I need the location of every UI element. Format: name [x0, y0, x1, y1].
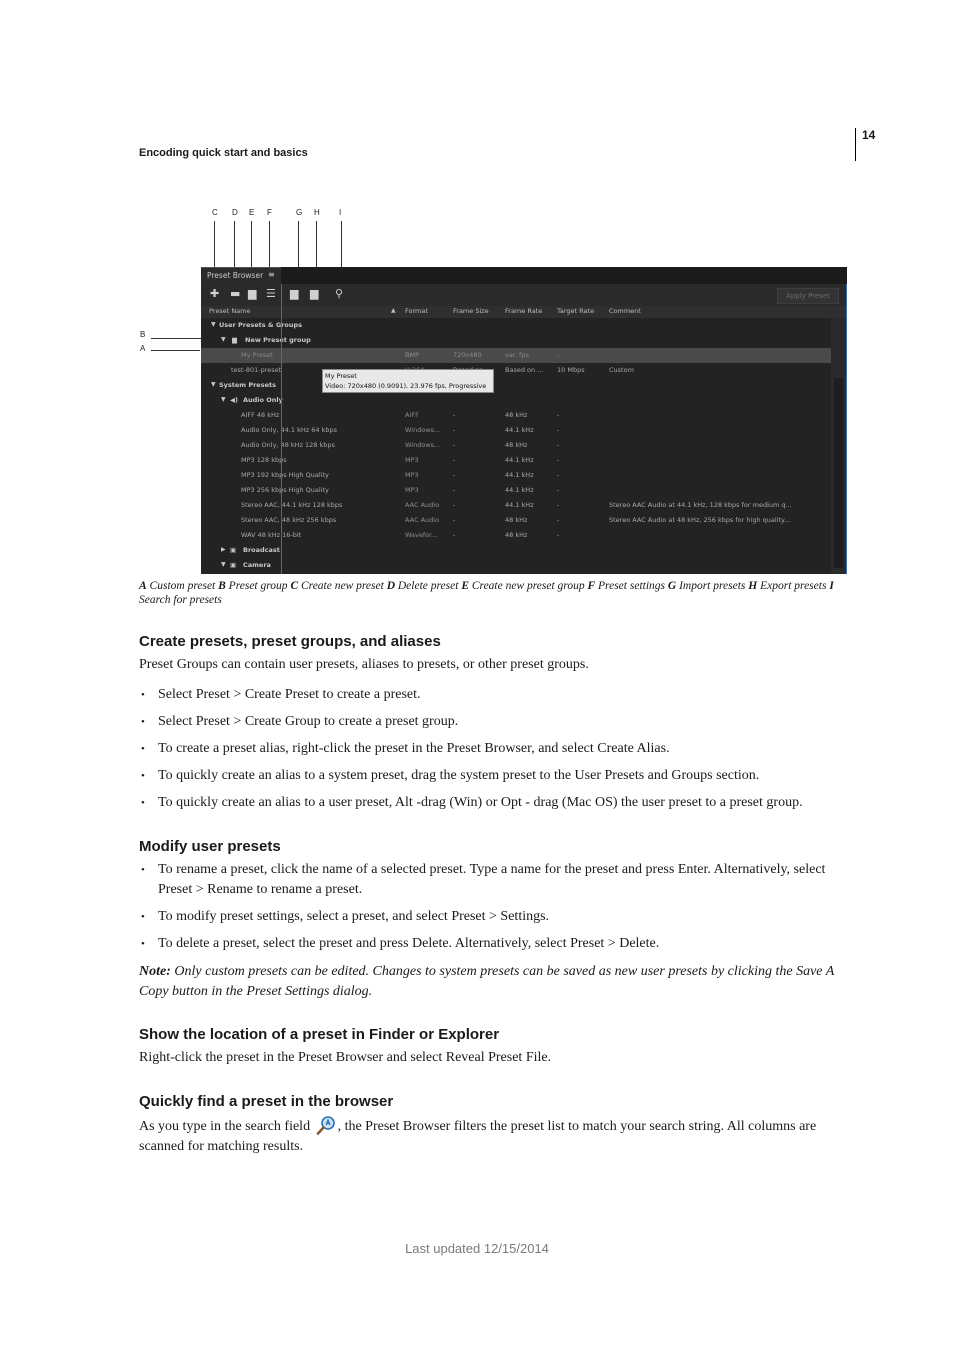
preset-target-rate: -	[557, 456, 560, 464]
preset-target-rate: -	[557, 441, 560, 449]
caption-text: Import presets	[676, 580, 749, 592]
broadcast-icon: ▣	[230, 546, 237, 554]
preset-name: Audio Only	[243, 396, 283, 404]
caption-key: C	[290, 580, 299, 592]
preset-frame-size: 720x480	[453, 351, 482, 359]
preset-browser-panel	[201, 267, 847, 574]
preset-frame-size: -	[453, 456, 456, 464]
preset-name: Stereo AAC, 48 kHz 256 kbps	[241, 516, 337, 524]
preset-format: MP3	[405, 456, 419, 464]
preset-target-rate: -	[557, 486, 560, 494]
tooltip-title: My Preset	[325, 372, 357, 380]
preset-frame-rate: 48 kHz	[505, 441, 528, 449]
callout-letter-a: A	[140, 344, 146, 353]
preset-frame-size: -	[453, 516, 456, 524]
page-number: 14	[862, 128, 876, 142]
running-header: Encoding quick start and basics	[139, 147, 308, 159]
preset-name: My Preset	[241, 351, 273, 359]
caption-text: Search for presets	[139, 594, 222, 606]
preset-format: BMP	[405, 351, 419, 359]
preset-target-rate: -	[557, 426, 560, 434]
preset-frame-rate: Based on ...	[505, 366, 544, 374]
preset-comment: Stereo AAC Audio at 48 kHz, 256 kbps for high quality...	[609, 516, 791, 524]
caption-key: G	[667, 580, 677, 592]
heading-create-presets: Create presets, preset groups, and aliases	[139, 633, 441, 650]
location-text: Right-click the preset in the Preset Browser and select Reveal Preset File.	[139, 1050, 552, 1065]
preset-frame-rate: 44.1 kHz	[505, 471, 534, 479]
create-intro: Preset Groups can contain user presets, aliases to presets, or other preset groups.	[139, 657, 589, 672]
expand-triangle-icon[interactable]: ▼	[221, 561, 226, 568]
preset-frame-size: -	[453, 441, 456, 449]
folder-icon: ▆	[232, 336, 237, 344]
callout-letter-e: E	[249, 208, 255, 217]
preset-frame-rate: 44.1 kHz	[505, 486, 534, 494]
callout-letter-i: I	[339, 208, 342, 217]
list-item: • To delete a preset, select the preset and press Delete. Alternatively, select Preset > Delete.	[139, 934, 849, 954]
expand-triangle-icon[interactable]: ▼	[211, 321, 216, 328]
preset-frame-rate: 48 kHz	[505, 411, 528, 419]
preset-target-rate: -	[557, 516, 560, 524]
page-footer: Last updated 12/15/2014	[405, 1241, 549, 1256]
list-item: • To rename a preset, click the name of a selected preset. Type a name for the preset and press Enter. Alternatively, select Preset > Rename to rename a preset.	[139, 860, 849, 900]
list-item: • To create a preset alias, right-click the preset in the Preset Browser, and select Create Alias.	[139, 739, 849, 759]
preset-frame-size: -	[453, 531, 456, 539]
find-text	[139, 1115, 849, 1157]
caption-text: Export presets	[757, 580, 830, 592]
plus-icon[interactable]: ✚	[210, 287, 220, 300]
preset-name: MP3 128 kbps	[241, 456, 287, 464]
preset-name: MP3 192 kbps High Quality	[241, 471, 329, 479]
preset-name: Audio Only, 44.1 kHz 64 kbps	[241, 426, 337, 434]
column-header-frame-size[interactable]: Frame Size	[453, 307, 489, 315]
create-bullet-list	[139, 685, 849, 820]
apply-preset-button[interactable]: Apply Preset	[777, 288, 839, 304]
preset-name: User Presets & Groups	[219, 321, 303, 329]
preset-name: Camera	[243, 561, 271, 569]
figure-caption	[139, 579, 849, 607]
caption-text: Create new preset group	[468, 580, 588, 592]
preset-target-rate: 10 Mbps	[557, 366, 585, 374]
settings-icon[interactable]: ☰	[266, 287, 276, 300]
preset-name: Audio Only, 48 kHz 128 kbps	[241, 441, 335, 449]
callout-letter-b: B	[140, 330, 146, 339]
collapse-triangle-icon[interactable]: ▶	[221, 546, 226, 553]
caption-key: H	[748, 580, 758, 592]
panel-tab-bar	[201, 267, 847, 284]
preset-target-rate: -	[557, 351, 560, 359]
preset-frame-size: -	[453, 501, 456, 509]
camera-icon: ▣	[230, 561, 237, 569]
preset-frame-size: -	[453, 471, 456, 479]
list-item: • Select Preset > Create Group to create a preset group.	[139, 712, 849, 732]
preset-frame-size: -	[453, 411, 456, 419]
note-paragraph	[139, 962, 851, 1002]
heading-modify-presets: Modify user presets	[139, 838, 281, 855]
preset-frame-size: -	[453, 426, 456, 434]
preset-comment: Stereo AAC Audio at 44.1 kHz, 128 kbps for medium q...	[609, 501, 792, 509]
caption-key: A	[139, 580, 147, 592]
column-header-format[interactable]: Format	[405, 307, 428, 315]
preset-frame-rate: 48 kHz	[505, 531, 528, 539]
minus-icon[interactable]: ▬	[230, 287, 241, 300]
modify-bullet-list	[139, 860, 849, 961]
preset-name: MP3 256 kbps High Quality	[241, 486, 329, 494]
preset-frame-rate: 48 kHz	[505, 516, 528, 524]
preset-target-rate: -	[557, 411, 560, 419]
column-header-target-rate[interactable]: Target Rate	[557, 307, 595, 315]
preset-name: test-801-preset	[231, 366, 282, 374]
preset-frame-rate: var. fps	[505, 351, 529, 359]
note-label: Note:	[139, 964, 171, 979]
preset-name: New Preset group	[245, 336, 311, 344]
list-item: • To quickly create an alias to a user preset, Alt -drag (Win) or Opt - drag (Mac OS) the user preset to a preset group.	[139, 793, 849, 813]
heading-show-location: Show the location of a preset in Finder or Explorer	[139, 1026, 500, 1043]
callout-letter-g: G	[296, 208, 303, 217]
preset-target-rate: -	[557, 471, 560, 479]
preset-format: AIFF	[405, 411, 419, 419]
caption-text: Preset settings	[595, 580, 668, 592]
panel-focus-frame	[281, 284, 847, 574]
preset-name: System Presets	[219, 381, 276, 389]
expand-triangle-icon[interactable]: ▼	[211, 381, 216, 388]
caption-text: Delete preset	[395, 580, 462, 592]
page-number-rule	[855, 128, 856, 161]
find-text-before: As you type in the search field	[139, 1119, 314, 1134]
preset-frame-rate: 44.1 kHz	[505, 501, 534, 509]
caption-key: D	[386, 580, 395, 592]
preset-format: AAC Audio	[405, 516, 440, 524]
callout-leader-line	[151, 350, 200, 351]
preset-name: AIFF 48 kHz	[241, 411, 280, 419]
heading-quick-find: Quickly find a preset in the browser	[139, 1093, 394, 1110]
search-icon[interactable]: ⚲	[335, 287, 344, 300]
preset-comment: Custom	[609, 366, 634, 374]
column-header-preset-name[interactable]: Preset Name	[209, 307, 251, 315]
caption-text: Preset group	[225, 580, 291, 592]
new-folder-icon[interactable]: ▆	[248, 287, 257, 300]
preset-target-rate: -	[557, 501, 560, 509]
sort-ascending-icon[interactable]: ▲	[391, 307, 396, 314]
list-item: • Select Preset > Create Preset to create a preset.	[139, 685, 849, 705]
callout-letter-h: H	[314, 208, 320, 217]
preset-frame-rate: 44.1 kHz	[505, 426, 534, 434]
preset-format: MP3	[405, 471, 419, 479]
callout-letter-f: F	[267, 208, 272, 217]
tab-preset-browser[interactable]	[201, 267, 281, 284]
preset-name: WAV 48 kHz 16-bit	[241, 531, 302, 539]
speaker-icon: ◀)	[230, 396, 238, 404]
callout-letter-d: D	[232, 208, 238, 217]
list-item: • To modify preset settings, select a preset, and select Preset > Settings.	[139, 907, 849, 927]
tab-label: Preset Browser	[207, 271, 264, 280]
caption-key: F	[587, 580, 596, 592]
column-header-comment[interactable]: Comment	[609, 307, 641, 315]
callout-letter-c: C	[212, 208, 218, 217]
expand-triangle-icon[interactable]: ▼	[221, 336, 226, 343]
preset-tooltip	[322, 369, 494, 393]
caption-key: E	[461, 580, 469, 592]
preset-format: MP3	[405, 486, 419, 494]
preset-target-rate: -	[557, 531, 560, 539]
expand-triangle-icon[interactable]: ▼	[221, 396, 226, 403]
preset-format: Wavefor...	[405, 531, 438, 539]
note-text: Only custom presets can be edited. Changes to system presets can be saved as new user presets by clicking the Save A Copy button in the Preset Settings dialog.	[139, 964, 835, 999]
list-item: • To quickly create an alias to a system preset, drag the system preset to the User Presets and Groups section.	[139, 766, 849, 786]
caption-key: B	[218, 580, 226, 592]
preset-format: AAC Audio	[405, 501, 440, 509]
preset-name: Stereo AAC, 44.1 kHz 128 kbps	[241, 501, 343, 509]
find-text-after: , the Preset Browser filters the preset list to match your search string. All columns are scanned for matching results.	[139, 1119, 817, 1154]
preset-frame-rate: 44.1 kHz	[505, 456, 534, 464]
preset-frame-size: -	[453, 486, 456, 494]
preset-format: Windows...	[405, 441, 441, 449]
caption-text: Custom preset	[146, 580, 219, 592]
preset-format: Windows...	[405, 426, 441, 434]
caption-text: Create new preset	[298, 580, 387, 592]
caption-key: I	[829, 580, 834, 592]
panel-menu-icon[interactable]: ≡	[268, 270, 275, 279]
tooltip-details: Video: 720x480 (0.9091), 23.976 fps, Progressive	[325, 382, 487, 390]
search-field-icon	[316, 1115, 336, 1135]
export-icon[interactable]: ▆	[310, 287, 319, 300]
preset-name: Broadcast	[243, 546, 280, 554]
import-icon[interactable]: ▆	[290, 287, 299, 300]
column-header-frame-rate[interactable]: Frame Rate	[505, 307, 543, 315]
